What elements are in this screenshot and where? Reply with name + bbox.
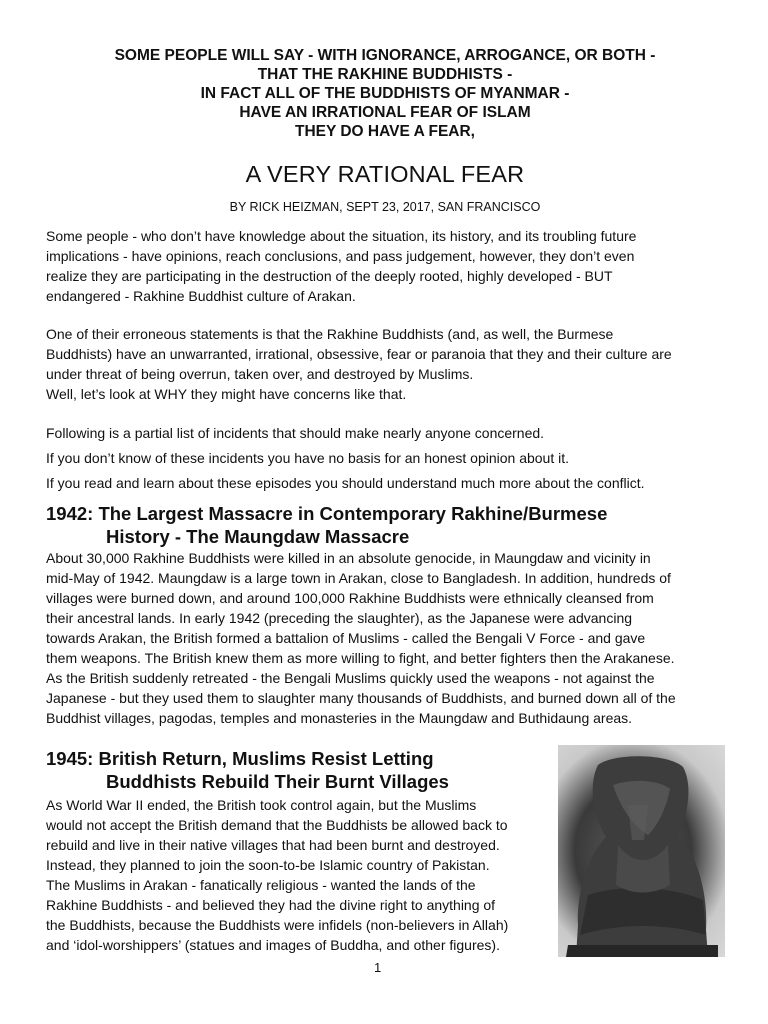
section-title-line: 1942: The Largest Massacre in Contemporary Rakhine/Burmese (46, 503, 608, 524)
text-line: towards Arakan, the British formed a battalion of Muslims - called the Bengali V Force - and gave (46, 630, 646, 646)
text-line: them weapons. The British knew them as more willing to fight, and better fighters then the Arakanese. (46, 650, 675, 666)
section-1-title (46, 502, 736, 548)
text-line: Rakhine Buddhists - and believed they had the divine right to anything of (46, 897, 496, 913)
text-line: villages were burned down, and around 100,000 Rakhine Buddhists were ethnically cleansed from (46, 590, 654, 606)
text-line: One of their erroneous statements is that the Rakhine Buddhists (and, as well, the Burmese (46, 326, 614, 342)
text-line: mid-May of 1942. Maungdaw is a large town in Arakan, close to Bangladesh. In addition, hundreds of (46, 570, 671, 586)
headline-line: THAT THE RAKHINE BUDDHISTS - (257, 66, 513, 83)
text-line: the Buddhists, because the Buddhists were infidels (non-believers in Allah) (46, 917, 509, 933)
intro-paragraph-1 (46, 226, 736, 306)
section-2-body (46, 795, 551, 955)
text-line: If you read and learn about these episodes you should understand much more about the conflict. (46, 475, 645, 491)
text-line: Some people - who don’t have knowledge about the situation, its history, and its troubling future (46, 228, 637, 244)
text-line: Well, let’s look at WHY they might have concerns like that. (46, 386, 407, 402)
page-number: 1 (374, 960, 382, 975)
text-line: implications - have opinions, reach conclusions, and pass judgement, however, they don’t even (46, 248, 635, 264)
text-line: Following is a partial list of incidents that should make nearly anyone concerned. (46, 425, 545, 441)
text-line: their ancestral lands. In early 1942 (preceding the slaughter), as the Japanese were advancing (46, 610, 633, 626)
text-line: realize they are participating in the destruction of the deeply rooted, highly developed - BUT (46, 268, 613, 284)
intro-line-3 (46, 423, 736, 443)
text-line: As World War II ended, the British took control again, but the Muslims (46, 797, 477, 813)
headline (40, 46, 730, 141)
buddha-statue-image (558, 745, 725, 957)
text-line: About 30,000 Rakhine Buddhists were killed in an absolute genocide, in Maungdaw and vicinity in (46, 550, 651, 566)
intro-paragraph-2 (46, 324, 736, 404)
text-line: Japanese - but they used them to slaughter many thousands of Buddhists, and burned down all of the (46, 690, 676, 706)
section-title-line: 1945: British Return, Muslims Resist Letting (46, 748, 434, 769)
section-title-line: Buddhists Rebuild Their Burnt Villages (106, 771, 449, 792)
section-1-body (46, 548, 736, 728)
headline-line: IN FACT ALL OF THE BUDDHISTS OF MYANMAR - (200, 85, 570, 102)
headline-line: SOME PEOPLE WILL SAY - WITH IGNORANCE, ARROGANCE, OR BOTH - (114, 47, 656, 64)
byline: BY RICK HEIZMAN, SEPT 23, 2017, SAN FRANCISCO (229, 200, 541, 214)
text-line: If you don’t know of these incidents you have no basis for an honest opinion about it. (46, 450, 570, 466)
text-line: Buddhist villages, pagodas, temples and monasteries in the Maungdaw and Buthidaung areas. (46, 710, 633, 726)
text-line: Buddhists) have an unwarranted, irrational, obsessive, fear or paranoia that they and their culture are (46, 346, 672, 362)
text-line: rebuild and live in their native villages that had been burnt and destroyed. (46, 837, 500, 853)
section-title-line: History - The Maungdaw Massacre (106, 526, 410, 547)
text-line: endangered - Rakhine Buddhist culture of Arakan. (46, 288, 356, 304)
text-line: and ‘idol-worshippers’ (statues and images of Buddha, and other figures). (46, 937, 500, 953)
headline-line: THEY DO HAVE A FEAR, (295, 123, 475, 140)
text-line: under threat of being overrun, taken over, and destroyed by Muslims. (46, 366, 474, 382)
buddha-statue-photo (558, 745, 725, 957)
text-line: Instead, they planned to join the soon-to-be Islamic country of Pakistan. (46, 857, 490, 873)
text-line: As the British suddenly retreated - the Bengali Muslims quickly used the weapons - not against the (46, 670, 655, 686)
intro-line-5 (46, 473, 736, 493)
subtitle: A VERY RATIONAL FEAR (245, 161, 525, 187)
headline-line: HAVE AN IRRATIONAL FEAR OF ISLAM (239, 104, 531, 121)
text-line: would not accept the British demand that the Buddhists be allowed back to (46, 817, 508, 833)
text-line: The Muslims in Arakan - fanatically religious - wanted the lands of the (46, 877, 476, 893)
intro-line-4 (46, 448, 736, 468)
